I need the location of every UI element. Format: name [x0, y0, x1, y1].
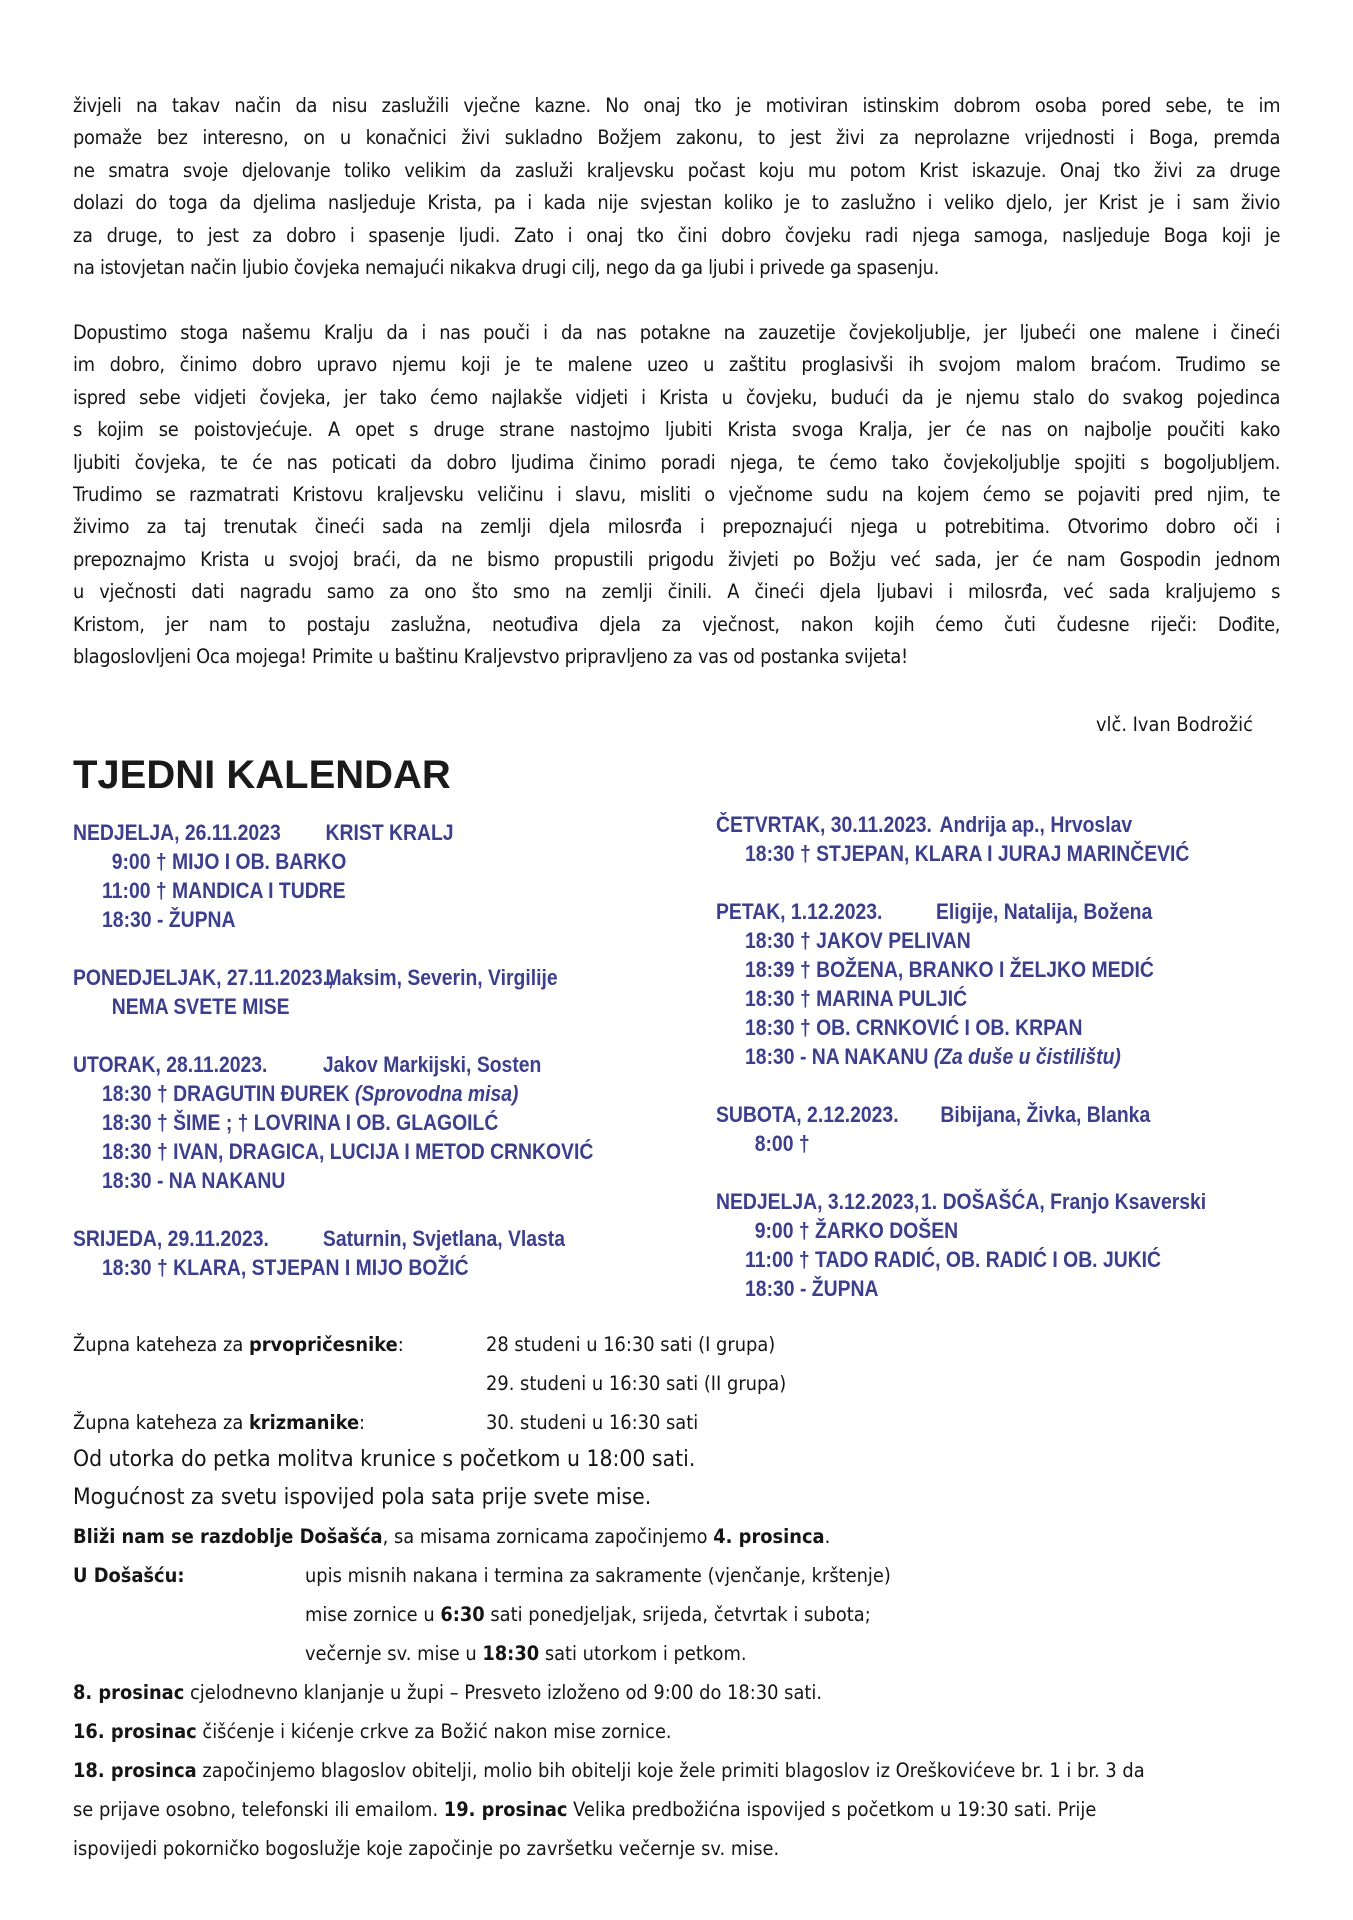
mass-intention: NA NAKANU [168, 1168, 286, 1193]
date: 18. prosinca [73, 1759, 197, 1782]
paragraph-line: Trudimo se razmatrati Kristovu kraljevsku veličinu i slavu, misliti o vječnome sudu na kojem ćemo se pojaviti pred njim, te [73, 483, 1281, 507]
catechesis-time-3: 30. studeni u 16:30 sati [486, 1411, 699, 1434]
mass-time: 18:30 [102, 1139, 152, 1164]
mass-mark: † [155, 878, 167, 903]
catechesis-group: prvopričesnike [248, 1333, 398, 1356]
mass-intention: KLARA, STJEPAN I MIJO BOŽIĆ [173, 1255, 469, 1280]
colon: : [397, 1333, 404, 1356]
colon: : [359, 1411, 366, 1434]
mass-time: 18:30 [745, 1015, 795, 1040]
day-date: ČETVRTAK, 30.11.2023. [716, 812, 932, 837]
mass-intention: ŠIME ; † LOVRINA I OB. GLAGOILĆ [173, 1110, 499, 1135]
mass-intention: ŽUPNA [811, 1276, 879, 1301]
day-date: SUBOTA, 2.12.2023. [716, 1102, 899, 1127]
mass-intention: TADO RADIĆ, OB. RADIĆ I OB. JUKIĆ [815, 1247, 1162, 1272]
paragraph-line: im dobro, činimo dobro upravo njemu koji je te malene uzeo u zaštitu proglasivši ih svojom malom braćom. Trudimo se [73, 353, 1281, 377]
mass-mark: † [799, 1015, 811, 1040]
mass-intention: MIJO I OB. BARKO [172, 849, 347, 874]
text: Velika predbožićna ispovijed s početkom u 19:30 sati. Prije [567, 1798, 1097, 1821]
catechesis-label: Župna kateheza za [73, 1333, 249, 1356]
mass-intention: STJEPAN, KLARA I JURAJ MARINČEVIĆ [816, 841, 1190, 866]
catechesis-time-2: 29. studeni u 16:30 sati (II grupa) [486, 1372, 787, 1395]
period: . [824, 1525, 831, 1548]
paragraph-line: s kojim se poistovjećuje. A opet s druge strane nastojmo ljubiti Krista svoga Kralja, jer će nas on najbolje poučiti kako [73, 418, 1281, 442]
mass-time: 18:30 [745, 986, 795, 1011]
day-date: SRIJEDA, 29.11.2023. [73, 1226, 269, 1251]
date: 16. prosinac [73, 1720, 197, 1743]
time: 6:30 [440, 1603, 485, 1626]
text: započinjemo blagoslov obitelji, molio bih obitelji koje žele primiti blagoslov iz Oreškovićeve br. 1 i br. 3 da [196, 1759, 1145, 1782]
day-saints: Jakov Markijski, Sosten [322, 1052, 542, 1077]
mass-mark: - [799, 1276, 807, 1301]
signature: vlč. Ivan Bodrožić [1096, 713, 1253, 736]
day-saints: Andrija ap., Hrvoslav [939, 812, 1133, 837]
dec18-dec19-notice [73, 1798, 1096, 1821]
mass-intention: JAKOV PELIVAN [816, 928, 971, 953]
mass-mark: † [799, 841, 811, 866]
mass-mark: † [156, 1139, 168, 1164]
day-date: NEDJELJA, 3.12.2023, [716, 1189, 920, 1214]
day-date: NEDJELJA, 26.11.2023 [73, 820, 281, 845]
time: 18:30 [482, 1642, 540, 1665]
calendar-title: TJEDNI KALENDAR [73, 753, 451, 797]
dec8-notice [73, 1681, 822, 1704]
mass-note: (Sprovodna misa) [354, 1081, 519, 1106]
mass-note: (Za duše u čistilištu) [933, 1044, 1121, 1069]
day-date: PONEDJELJAK, 27.11.2023., [73, 965, 334, 990]
paragraph-line: živjeli na takav način da nisu zaslužili vječne kazne. No onaj tko je motiviran istinskim dobrom osoba pored sebe, te im [73, 94, 1281, 117]
mass-time: 18:30 [745, 1276, 795, 1301]
paragraph-line: pomaže bez interesno, on u konačnici živi sukladno Božjem zakonu, to jest živi za neprolazne vrijednosti i Boga, premda [73, 126, 1281, 150]
mass-mark: † [156, 1110, 168, 1135]
mass-mark: † [798, 1218, 810, 1243]
mass-time: 9:00 [111, 849, 151, 874]
day-date: UTORAK, 28.11.2023. [73, 1052, 268, 1077]
mass-mark: † [798, 1247, 810, 1272]
mass-intention: MANDICA I TUDRE [172, 878, 346, 903]
day-date: PETAK, 1.12.2023. [716, 899, 883, 924]
mass-mark: † [799, 986, 811, 1011]
in-advent-item-1: upis misnih nakana i termina za sakramente (vjenčanje, krštenje) [305, 1564, 891, 1587]
mass-mark: † [798, 1131, 810, 1156]
paragraph-line: Kristom, jer nam to postaju zaslužna, neotuđiva djela za vječnost, nakon kojih ćemo čuti čudesne riječi: Dođite, [73, 612, 1281, 636]
mass-time: 18:30 [102, 1255, 152, 1280]
mass-intention: ŽUPNA [168, 907, 236, 932]
dec16-notice [73, 1720, 672, 1743]
mass-intention: DRAGUTIN ĐUREK [173, 1081, 350, 1106]
mass-time: 11:00 [102, 878, 151, 903]
day-saints: 1. DOŠAŠĆA, Franjo Ksaverski [921, 1189, 1207, 1214]
mass-time: 9:00 [754, 1218, 794, 1243]
dec18-notice [73, 1759, 1145, 1782]
rosary-notice: Od utorka do petka molitva krunice s početkom u 18:00 sati. [73, 1447, 696, 1472]
catechesis-first-communion [73, 1333, 404, 1356]
day-saints: Maksim, Severin, Virgilije [325, 965, 558, 990]
mass-mark: † [799, 957, 811, 982]
mass-mark: - [799, 1044, 807, 1069]
mass-mark: † [156, 1081, 168, 1106]
mass-mark: - [156, 907, 164, 932]
mass-intention: NEMA SVETE MISE [111, 994, 290, 1019]
paragraph-line: za druge, to jest za dobro i spasenje ljudi. Zato i onaj tko čini dobro čovjeku radi njega samoga, nasljeduje Boga koji je [73, 223, 1281, 247]
mass-mark: - [156, 1168, 164, 1193]
mass-time: 18:30 [102, 1081, 152, 1106]
mass-mark: † [156, 1255, 168, 1280]
mass-time: 18:39 [745, 957, 795, 982]
text: mise zornice u [305, 1603, 441, 1626]
confession-notice: Mogućnost za svetu ispovijed pola sata prije svete mise. [73, 1485, 652, 1510]
catechesis-time-1: 28 studeni u 16:30 sati (I grupa) [486, 1333, 776, 1356]
in-advent-heading: U Došašću: [73, 1564, 185, 1587]
paragraph-line: Dopustimo stoga našemu Kralju da i nas pouči i da nas potakne na zauzetije čovjekoljublje, jer ljubeći one malene i čineći [73, 321, 1281, 344]
text: cjelodnevno klanjanje u župi – Presveto izloženo od 9:00 do 18:30 sati. [184, 1681, 823, 1704]
paragraph-line: živimo za taj trenutak čineći sada na zemlji djela milosrđa i prepoznajući njega u potrebitima. Otvorimo dobro oči i [73, 515, 1281, 539]
mass-time: 18:30 [745, 1044, 795, 1069]
mass-intention: IVAN, DRAGICA, LUCIJA I METOD CRNKOVIĆ [173, 1139, 594, 1164]
mass-intention: OB. CRNKOVIĆ I OB. KRPAN [816, 1015, 1083, 1040]
paragraph-line: na istovjetan način ljubio čovjeka nemajući nikakva drugi cilj, nego da ga ljubi i privede ga spasenju. [73, 256, 939, 280]
text: sati utorkom i petkom. [539, 1642, 747, 1665]
paragraph-line: dolazi do toga da djelima nasljeduje Krista, pa i kada nije svjestan koliko je to zaslužno i veliko djelo, jer Krist je i sam živio [73, 191, 1281, 215]
mass-time: 18:30 [745, 841, 795, 866]
date: 8. prosinac [73, 1681, 185, 1704]
mass-mark: † [799, 928, 811, 953]
mass-intention: NA NAKANU [811, 1044, 929, 1069]
text: večernje sv. mise u [305, 1642, 483, 1665]
mass-time: 11:00 [745, 1247, 794, 1272]
text: sati ponedjeljak, srijeda, četvrtak i subota; [484, 1603, 871, 1626]
intro-paragraph-1 [73, 90, 1283, 284]
in-advent-item-3 [305, 1642, 747, 1665]
advent-notice [73, 1525, 830, 1548]
paragraph-line: ispred sebe vidjeti čovjeka, jer tako ćemo najlakše vidjeti i Krista u čovjeku, budući da je njemu stalo do svakog pojedinca [73, 385, 1281, 409]
paragraph-line: ne smatra svoje djelovanje toliko velikim da zasluži kraljevsku počast koju mu potom Krist iskazuje. Onaj tko živi za druge [73, 158, 1281, 182]
mass-time: 18:30 [102, 1110, 152, 1135]
advent-text: , sa misama zornicama započinjemo [382, 1525, 714, 1548]
date: 19. prosinac [443, 1798, 568, 1821]
mass-time: 18:30 [745, 928, 795, 953]
paragraph-line: u vječnosti dati nagradu samo za ono što smo na zemlji činili. A čineći djela ljubavi i milosrđa, već sada kraljujemo s [73, 580, 1281, 604]
catechesis-label: Župna kateheza za [73, 1411, 249, 1434]
paragraph-line: prepoznajmo Krista u svojoj braći, da ne bismo propustili prigodu živjeti po Božju već sada, jer će nam Gospodin jednom [73, 547, 1281, 571]
mass-intention: ŽARKO DOŠEN [815, 1218, 959, 1243]
day-saints: KRIST KRALJ [325, 820, 454, 845]
day-saints: Bibijana, Živka, Blanka [940, 1102, 1151, 1127]
day-saints: Eligije, Natalija, Božena [936, 899, 1153, 924]
catechesis-group: krizmanike [248, 1411, 360, 1434]
advent-date: 4. prosinca [713, 1525, 825, 1548]
advent-heading: Bliži nam se razdoblje Došašća [73, 1525, 383, 1548]
catechesis-confirmation [73, 1411, 365, 1434]
mass-time: 18:30 [102, 907, 152, 932]
text: čišćenje i kićenje crkve za Božić nakon mise zornice. [196, 1720, 672, 1743]
day-saints: Saturnin, Svjetlana, Vlasta [322, 1226, 566, 1251]
mass-intention: BOŽENA, BRANKO I ŽELJKO MEDIĆ [816, 957, 1154, 982]
text: se prijave osobno, telefonski ili emailom. [73, 1798, 444, 1821]
mass-mark: † [155, 849, 167, 874]
mass-time: 18:30 [102, 1168, 152, 1193]
paragraph-line: blagoslovljeni Oca mojega! Primite u baštinu Kraljevstvo pripravljeno za vas od postanka svijeta! [73, 645, 908, 669]
intro-paragraph-2 [73, 317, 1283, 673]
mass-intention: MARINA PULJIĆ [816, 986, 968, 1011]
mass-time: 8:00 [754, 1131, 794, 1156]
paragraph-line: ljubiti čovjeka, te će nas poticati da dobro ljudima činimo poradi njega, te ćemo tako čovjekoljublje spojiti s bogoljubljem. [73, 450, 1281, 474]
in-advent-item-2 [305, 1603, 871, 1626]
dec19-notice-cont: ispovijedi pokorničko bogoslužje koje započinje po završetku večernje sv. mise. [73, 1837, 780, 1860]
in-advent-label [73, 1564, 184, 1587]
